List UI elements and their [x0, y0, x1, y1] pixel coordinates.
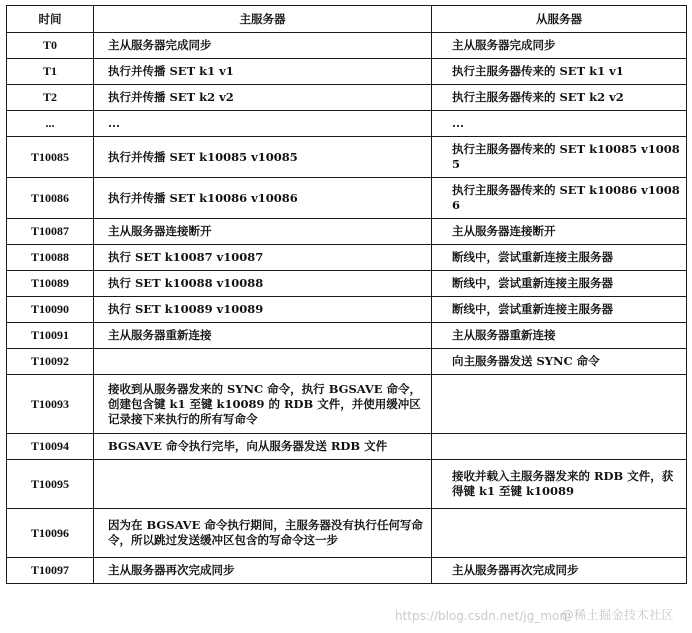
slave-cell — [432, 434, 687, 460]
master-cell: ... — [94, 111, 432, 137]
table-row — [7, 111, 687, 137]
master-cell: 主从服务器连接断开 — [94, 219, 432, 245]
slave-cell: 主从服务器连接断开 — [432, 219, 687, 245]
table-row — [7, 271, 687, 297]
master-cell: BGSAVE 命令执行完毕，向从服务器发送 RDB 文件 — [94, 434, 432, 460]
table-row — [7, 297, 687, 323]
time-cell: T10097 — [7, 558, 94, 584]
time-cell: T10085 — [7, 137, 94, 178]
time-cell: T10087 — [7, 219, 94, 245]
time-cell: T10096 — [7, 509, 94, 558]
master-cell: 主从服务器完成同步 — [94, 33, 432, 59]
time-cell: T10092 — [7, 349, 94, 375]
table-row — [7, 33, 687, 59]
master-cell: 执行并传播 SET k1 v1 — [94, 59, 432, 85]
master-cell: 执行 SET k10088 v10088 — [94, 271, 432, 297]
master-cell: 主从服务器重新连接 — [94, 323, 432, 349]
table-row — [7, 349, 687, 375]
slave-cell — [432, 375, 687, 434]
table-row — [7, 323, 687, 349]
master-cell: 主从服务器再次完成同步 — [94, 558, 432, 584]
master-cell: 执行并传播 SET k2 v2 — [94, 85, 432, 111]
table-row — [7, 178, 687, 219]
time-cell: T10088 — [7, 245, 94, 271]
slave-cell: 执行主服务器传来的 SET k1 v1 — [432, 59, 687, 85]
time-cell: T10093 — [7, 375, 94, 434]
time-cell: T10094 — [7, 434, 94, 460]
time-cell: T0 — [7, 33, 94, 59]
table-row — [7, 245, 687, 271]
time-cell: T10086 — [7, 178, 94, 219]
replication-timeline-table-wrapper — [6, 5, 686, 584]
slave-cell: 向主服务器发送 SYNC 命令 — [432, 349, 687, 375]
replication-timeline-table — [6, 5, 687, 584]
slave-cell — [432, 509, 687, 558]
slave-cell: ... — [432, 111, 687, 137]
header-time: 时间 — [7, 6, 94, 33]
time-cell: ... — [7, 111, 94, 137]
master-cell: 执行 SET k10087 v10087 — [94, 245, 432, 271]
slave-cell: 接收并载入主服务器发来的 RDB 文件，获得键 k1 至键 k10089 — [432, 460, 687, 509]
slave-cell: 主从服务器完成同步 — [432, 33, 687, 59]
master-cell — [94, 460, 432, 509]
slave-cell: 断线中，尝试重新连接主服务器 — [432, 271, 687, 297]
table-row — [7, 509, 687, 558]
table-row — [7, 375, 687, 434]
header-slave: 从服务器 — [432, 6, 687, 33]
table-row — [7, 137, 687, 178]
time-cell: T1 — [7, 59, 94, 85]
master-cell: 因为在 BGSAVE 命令执行期间，主服务器没有执行任何写命令，所以跳过发送缓冲区包含的写命令这一步 — [94, 509, 432, 558]
master-cell — [94, 349, 432, 375]
time-cell: T2 — [7, 85, 94, 111]
master-cell: 执行并传播 SET k10085 v10085 — [94, 137, 432, 178]
slave-cell: 执行主服务器传来的 SET k2 v2 — [432, 85, 687, 111]
table-row — [7, 558, 687, 584]
slave-cell: 断线中，尝试重新连接主服务器 — [432, 245, 687, 271]
master-cell: 接收到从服务器发来的 SYNC 命令，执行 BGSAVE 命令，创建包含键 k1 至键 k10089 的 RDB 文件，并使用缓冲区记录接下来执行的所有写命令 — [94, 375, 432, 434]
table-row — [7, 85, 687, 111]
header-master: 主服务器 — [94, 6, 432, 33]
slave-cell: 主从服务器重新连接 — [432, 323, 687, 349]
table-row — [7, 460, 687, 509]
slave-cell: 执行主服务器传来的 SET k10086 v10086 — [432, 178, 687, 219]
slave-cell: 主从服务器再次完成同步 — [432, 558, 687, 584]
time-cell: T10095 — [7, 460, 94, 509]
header-row — [7, 6, 687, 33]
time-cell: T10089 — [7, 271, 94, 297]
time-cell: T10091 — [7, 323, 94, 349]
table-row — [7, 434, 687, 460]
slave-cell: 断线中，尝试重新连接主服务器 — [432, 297, 687, 323]
table-row — [7, 219, 687, 245]
slave-cell: 执行主服务器传来的 SET k10085 v10085 — [432, 137, 687, 178]
watermark: @稀土掘金技术社区 — [561, 608, 674, 622]
table-row — [7, 59, 687, 85]
master-cell: 执行 SET k10089 v10089 — [94, 297, 432, 323]
time-cell: T10090 — [7, 297, 94, 323]
master-cell: 执行并传播 SET k10086 v10086 — [94, 178, 432, 219]
watermark-url: https://blog.csdn.net/jg_mon — [395, 609, 567, 623]
